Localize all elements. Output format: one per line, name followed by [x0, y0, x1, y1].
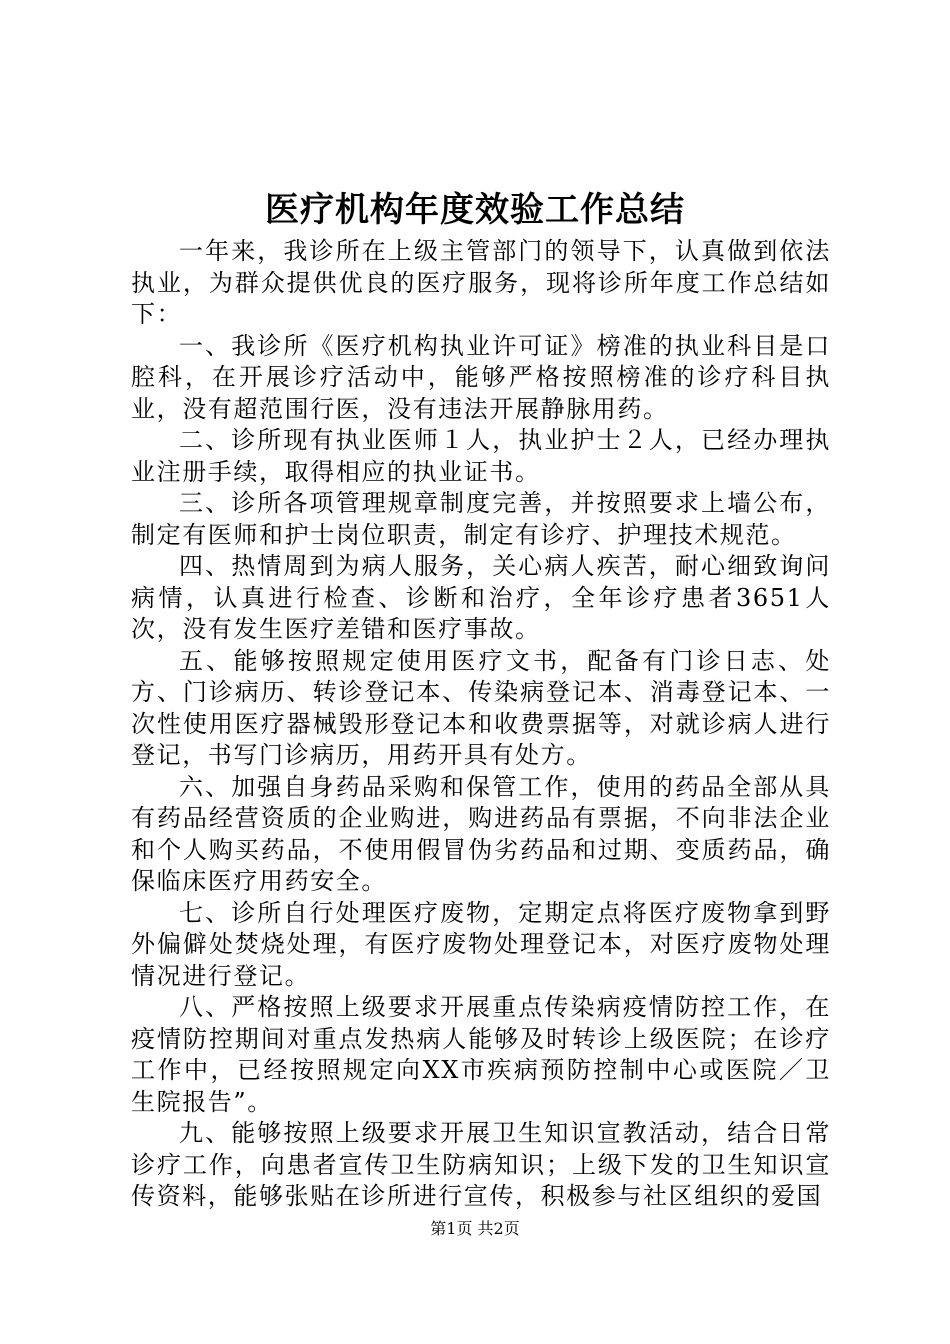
paragraph-item-6: 六、加强自身药品采购和保管工作，使用的药品全部从具有药品经营资质的企业购进，购进药品有票据，不向非法企业和个人购买药品，不使用假冒伪劣药品和过期、变质药品，确保临床医疗用药安全。	[131, 772, 831, 895]
page-footer: 第1页 共2页	[430, 1219, 520, 1238]
paragraph-item-1: 一、我诊所《医疗机构执业许可证》榜准的执业科目是口腔科，在开展诊疗活动中，能够严格按照榜准的诊疗科目执业，没有超范围行医，没有违法开展静脉用药。	[131, 331, 831, 423]
paragraph-item-8: 八、严格按照上级要求开展重点传染病疫情防控工作，在疫情防控期间对重点发热病人能够及时转诊上级医院；在诊疗工作中，已经按照规定向XX市疾病预防控制中心或医院／卫生院报告”。	[131, 993, 831, 1116]
paragraph-item-5: 五、能够按照规定使用医疗文书，配备有门诊日志、处方、门诊病历、转诊登记本、传染病登记本、消毒登记本、一次性使用医疗器械毁形登记本和收费票据等，对就诊病人进行登记，书写门诊病历，用药开具有处方。	[131, 646, 831, 769]
paragraph-item-4: 四、热情周到为病人服务，关心病人疾苦，耐心细致询问病情，认真进行检查、诊断和治疗，全年诊疗患者3651人次，没有发生医疗差错和医疗事故。	[131, 552, 831, 643]
document-body	[131, 236, 831, 1213]
paragraph-intro: 一年来，我诊所在上级主管部门的领导下，认真做到依法执业，为群众提供优良的医疗服务，现将诊所年度工作总结如下：	[131, 237, 831, 328]
document-title: 医疗机构年度效验工作总结	[265, 190, 685, 230]
paragraph-item-7: 七、诊所自行处理医疗废物，定期定点将医疗废物拿到野外偏僻处焚烧处理，有医疗废物处理登记本，对医疗废物处理情况进行登记。	[131, 898, 831, 990]
paragraph-item-2: 二、诊所现有执业医师１人，执业护士２人，已经办理执业注册手续，取得相应的执业证书。	[131, 426, 831, 486]
paragraph-item-9: 九、能够按照上级要求开展卫生知识宣教活动，结合日常诊疗工作，向患者宣传卫生防病知识；上级下发的卫生知识宣传资料，能够张贴在诊所进行宣传，积极参与社区组织的爱国	[131, 1119, 831, 1210]
paragraph-item-3: 三、诊所各项管理规章制度完善，并按照要求上墙公布，制定有医师和护士岗位职责，制定有诊疗、护理技术规范。	[131, 489, 831, 549]
